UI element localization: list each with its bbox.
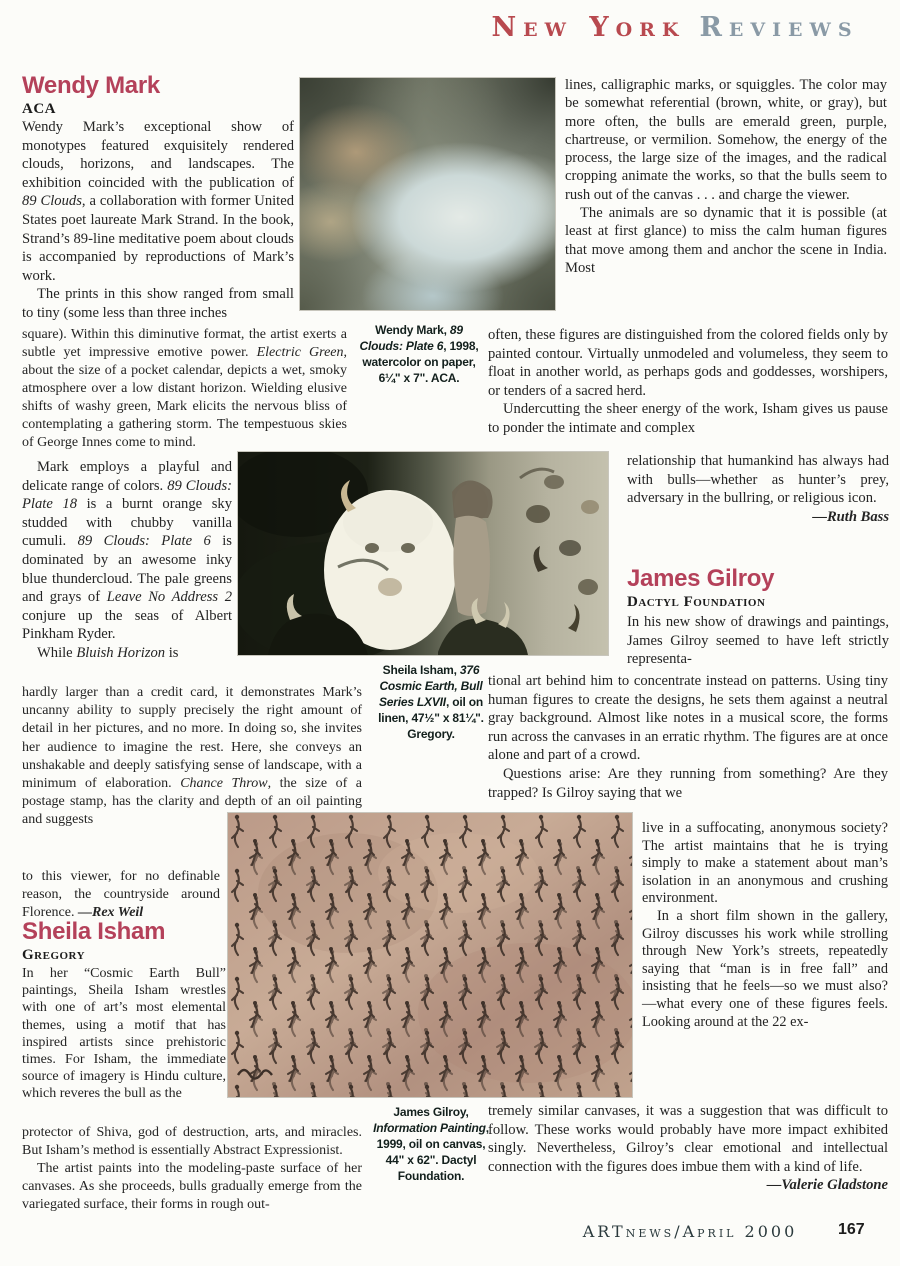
caption-james-gilroy: James Gilroy, Information Painting, 1999, oil on canvas, 44" x 62". Dactyl Foundation.	[373, 1105, 489, 1183]
paragraph: In his new show of drawings and paintings, James Gilroy seemed to have left strictly representa-	[627, 614, 889, 668]
heading-wendy-mark: Wendy Mark	[22, 72, 160, 99]
paragraph: The animals are so dynamic that it is possible (at least at first glance) to miss the calm human figures that move among them and anchor the scene in India. Most	[565, 205, 887, 276]
venue-aca: ACA	[22, 101, 56, 117]
wendy-mark-column-5	[22, 868, 220, 922]
paragraph: protector of Shiva, god of destruction, arts, and miracles. But Isham’s method is essentially Abstract Expressionist.	[22, 1125, 362, 1158]
artwork-image-cosmic-earth-bull	[238, 452, 608, 655]
paragraph: Mark employs a playful and delicate range of colors. 89 Clouds: Plate 18 is a burnt orange sky studded with chubby vanilla cumuli. 89 Clouds: Plate 6 is dominated by an awesome inky blue thundercloud. The pale greens and grays of Leave No Address 2 conjure up the seas of Albert Pinkham Ryder.	[22, 459, 233, 643]
james-gilroy-column-3	[642, 820, 888, 1031]
byline-ruth-bass: —Ruth Bass	[812, 508, 889, 525]
masthead-reviews: Reviews	[699, 12, 859, 43]
paragraph: Wendy Mark’s exceptional show of monotypes featured exquisitely rendered clouds, horizons, and landscapes. The exhibition coincided with the publication of 89 Clouds, a collaboration with former United States poet laureate Mark Strand. In the book, Strand’s 89-line meditative poem about clouds is accompanied by reproductions of Mark’s work.	[22, 119, 295, 284]
sheila-isham-column-1	[22, 965, 226, 1103]
sheila-isham-column-2	[22, 1124, 362, 1214]
footer-page-number: 167	[838, 1221, 865, 1238]
james-gilroy-column-4	[488, 1102, 888, 1195]
heading-james-gilroy: James Gilroy	[627, 565, 775, 592]
paragraph: often, these figures are distinguished from the colored fields only by painted contour. Virtually unmodeled and volumeless, they seem to float in another world, as perhaps gods and goddesses, worshipers, or tenders of a sacred herd.	[488, 327, 888, 399]
sheila-isham-column-5	[627, 452, 889, 526]
paragraph: square). Within this diminutive format, the artist exerts a subtle yet impressive emotive power. Electric Green, about the size of a pocket calendar, depicts a wet, smoky atmosphere over a low distant horizon. Wielding elusive shifts of washy green, Mark elicits the nervous bliss of contemplating a gathering storm. The tempestuous skies of George Innes come to mind.	[22, 327, 348, 450]
wendy-mark-column-3	[22, 458, 232, 663]
paragraph: tional art behind him to concentrate instead on patterns. Using tiny human figures to create the designs, he sets them against a neutral gray background. Almost like notes in a musical score, the forms run across the canvases in an erratic rhythm. The figures are at once alone and part of a crowd.	[488, 673, 888, 764]
paragraph: In her “Cosmic Earth Bull” paintings, Sheila Isham wrestles with one of art’s most elemental themes, using a motif that has inspired artists since prehistoric times. For Isham, the immediate source of imagery is Hindu culture, which reveres the bull as the	[22, 966, 226, 1102]
paragraph: hardly larger than a credit card, it demonstrates Mark’s uncanny ability to supply precisely the right amount of detail in her pictures, and no more. In doing so, she invites her audience to imagine the rest. Here, she conveys an unshakable and deeply satisfying sense of landscape, with a minimum of elaboration. Chance Throw, the size of a postage stamp, has the clarity and depth of an oil painting and suggests	[22, 685, 362, 828]
paragraph: The artist paints into the modeling-paste surface of her canvases. As she proceeds, bulls gradually emerge from the variegated surface, their forms in rough out-	[22, 1161, 362, 1212]
section-masthead	[460, 12, 890, 43]
james-gilroy-column-1	[627, 613, 889, 669]
wendy-mark-column-2	[22, 326, 347, 452]
paragraph: live in a suffocating, anonymous society? The artist maintains that he is trying simply to make a statement about man’s isolation in an anonymous and crushing environment.	[642, 820, 888, 907]
venue-gregory: Gregory	[22, 947, 86, 963]
paragraph: to this viewer, for no definable reason, the countryside around Florence. —Rex Weil	[22, 869, 220, 920]
artwork-image-information-painting	[228, 813, 632, 1097]
james-gilroy-column-2	[488, 672, 888, 802]
wendy-mark-column-1	[22, 118, 294, 323]
masthead-new-york: New York	[491, 12, 686, 43]
caption-sheila-isham: Sheila Isham, 376 Cosmic Earth, Bull Series LXVII, oil on linen, 47½" x 81¼". Gregory.	[378, 663, 484, 741]
sheila-isham-column-3	[565, 76, 887, 277]
artwork-image-clouds-monotype	[300, 78, 555, 310]
byline-valerie-gladstone: —Valerie Gladstone	[766, 1177, 888, 1194]
paragraph: relationship that humankind has always had with bulls—whether as hunter’s prey, adversary in the bullring, or religious icon.	[627, 453, 889, 507]
paragraph: In a short film shown in the gallery, Gilroy discusses his work while strolling through New York’s streets, repeatedly saying that “man is in free fall” and insisting that he feels—so we must also?—what every one of these figures feels. Looking around at the 22 ex-	[642, 907, 888, 1030]
paragraph: tremely similar canvases, it was a suggestion that was difficult to follow. These works would probably have more impact exhibited singly. Nevertheless, Gilroy’s clear emotional and intellectual connection with the figures does imbue them with a kind of life.	[488, 1103, 888, 1175]
paragraph: Questions arise: Are they running from something? Are they trapped? Is Gilroy saying that we	[488, 765, 888, 801]
footer-magazine-title: ARTnews/April 2000	[582, 1222, 798, 1241]
venue-dactyl-foundation: Dactyl Foundation	[627, 594, 766, 610]
paragraph: lines, calligraphic marks, or squiggles. The color may be somewhat referential (brown, white, or gray), but more often, the bulls are emerald green, purple, chartreuse, or vermilion. Somehow, the energy of the process, the large size of the images, and the radical cropping animate the works, so that the bulls seem to rush out of the canvas . . . and charge the viewer.	[565, 77, 887, 203]
paragraph: While Bluish Horizon is	[37, 644, 179, 661]
paragraph: The prints in this show ranged from small to tiny (some less than three inches	[22, 286, 294, 321]
sheila-isham-column-4	[488, 326, 888, 438]
caption-wendy-mark: Wendy Mark, 89 Clouds: Plate 6, 1998, watercolor on paper, 6¼" x 7". ACA.	[359, 323, 479, 385]
wendy-mark-column-4	[22, 684, 362, 830]
paragraph: Undercutting the sheer energy of the work, Isham gives us pause to ponder the intimate and complex	[488, 401, 888, 436]
heading-sheila-isham: Sheila Isham	[22, 918, 166, 945]
